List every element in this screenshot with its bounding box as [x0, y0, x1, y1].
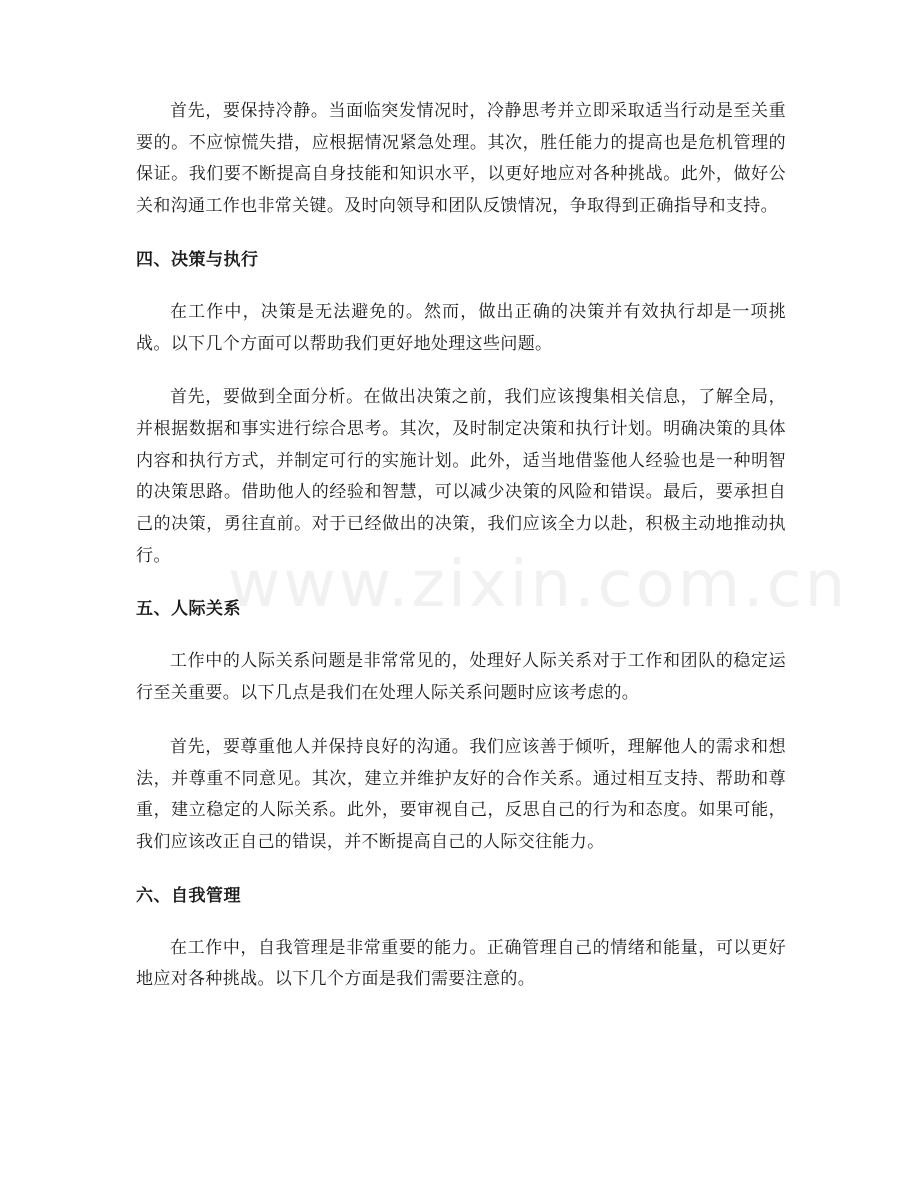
- paragraph-self-management-intro: 在工作中，自我管理是非常重要的能力。正确管理自己的情绪和能量，可以更好地应对各种挑战。以下几个方面是我们需要注意的。: [136, 937, 786, 990]
- section-heading-relationships: 五、人际关系: [136, 599, 241, 620]
- document-page: [136, 96, 786, 1018]
- paragraph-crisis-management: 首先，要保持冷静。当面临突发情况时，冷静思考并立即采取适当行动是至关重要的。不应惊慌失措，应根据情况紧急处理。其次，胜任能力的提高也是危机管理的保证。我们要不断提高自身技能和知识水平，以更好地应对各种挑战。此外，做好公关和沟通工作也非常关键。及时向领导和团队反馈情况，争取得到正确指导和支持。: [136, 101, 786, 217]
- paragraph-decision-detail: 首先，要做到全面分析。在做出决策之前，我们应该搜集相关信息，了解全局，并根据数据和事实进行综合思考。其次，及时制定决策和执行计划。明确决策的具体内容和执行方式，并制定可行的实施计划。此外，适当地借鉴他人经验也是一种明智的决策思路。借助他人的经验和智慧，可以减少决策的风险和错误。最后，要承担自己的决策，勇往直前。对于已经做出的决策，我们应该全力以赴，积极主动地推动执行。: [136, 387, 786, 566]
- paragraph-decision-intro: 在工作中，决策是无法避免的。然而，做出正确的决策并有效执行却是一项挑战。以下几个方面可以帮助我们更好地处理这些问题。: [136, 301, 786, 354]
- section-heading-decision: 四、决策与执行: [136, 249, 259, 270]
- section-heading-self-management: 六、自我管理: [136, 885, 241, 906]
- watermark-text: www.zixin.com.cn: [228, 548, 849, 622]
- paragraph-relationships-intro: 工作中的人际关系问题是非常常见的，处理好人际关系对于工作和团队的稳定运行至关重要。以下几点是我们在处理人际关系问题时应该考虑的。: [136, 651, 786, 704]
- paragraph-relationships-detail: 首先，要尊重他人并保持良好的沟通。我们应该善于倾听，理解他人的需求和想法，并尊重不同意见。其次，建立并维护友好的合作关系。通过相互支持、帮助和尊重，建立稳定的人际关系。此外，要审视自己，反思自己的行为和态度。如果可能，我们应该改正自己的错误，并不断提高自己的人际交往能力。: [136, 736, 786, 852]
